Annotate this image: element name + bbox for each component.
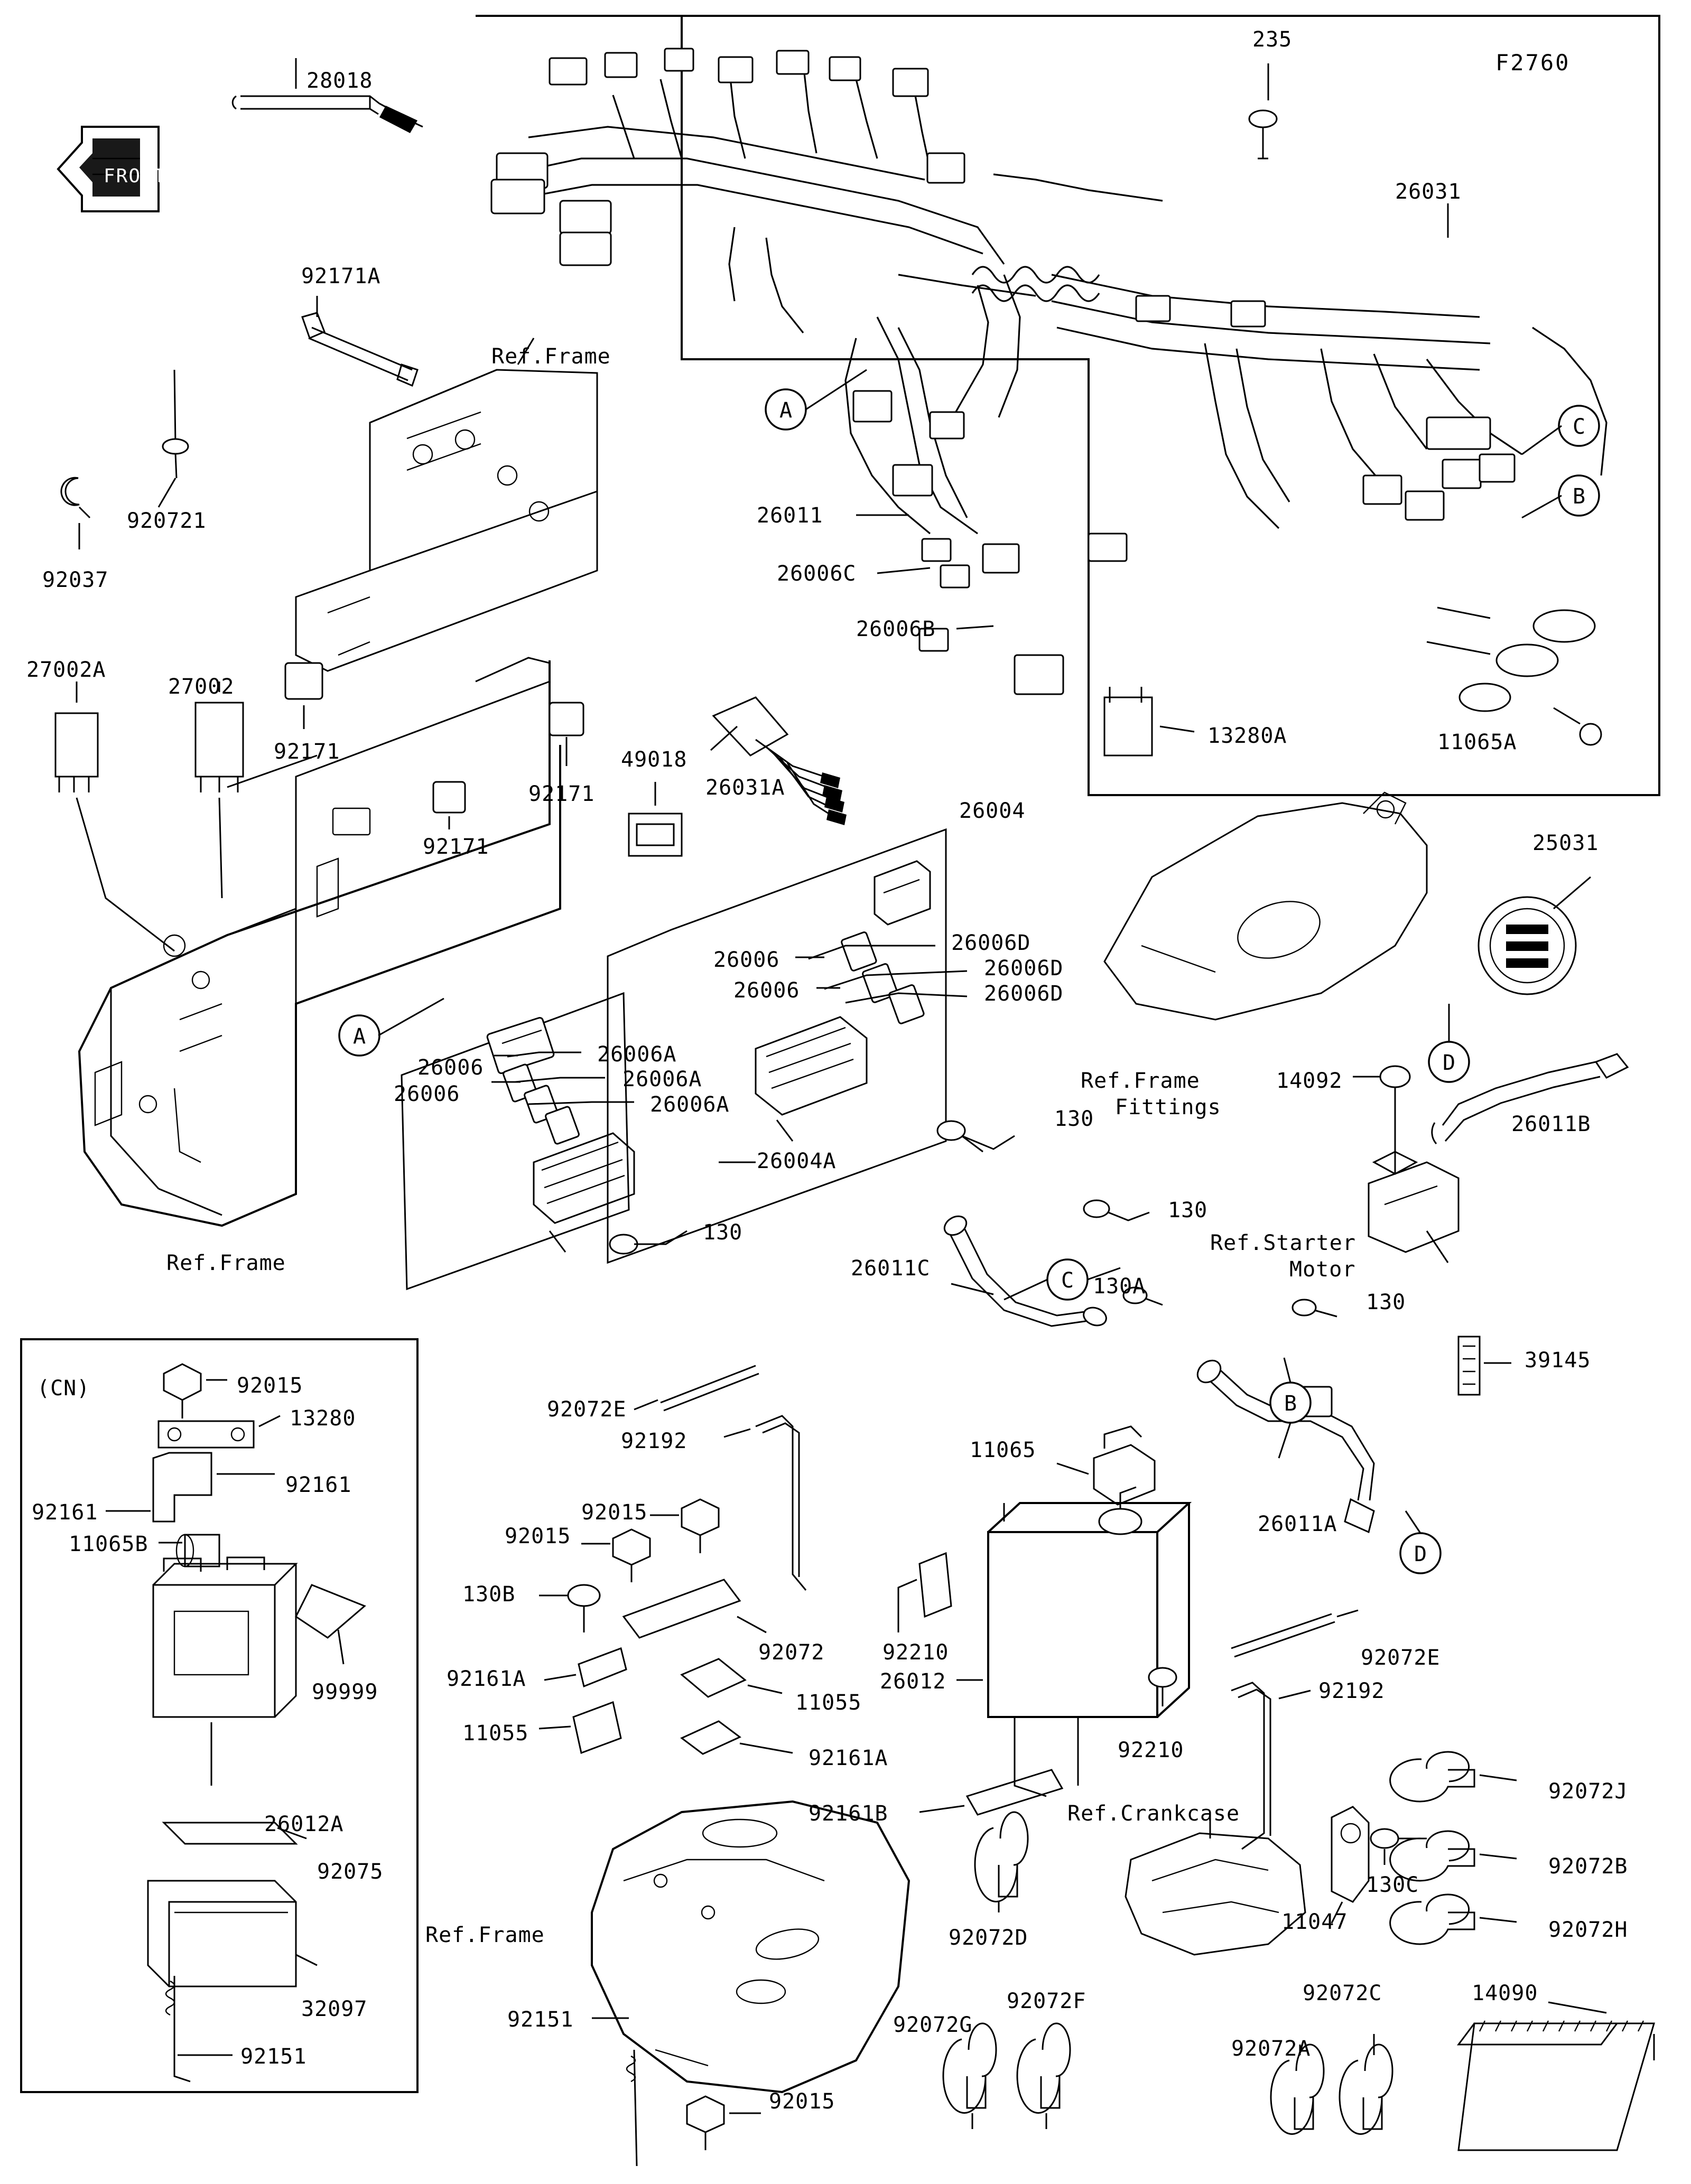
part-92151-bottom [592,2018,637,2166]
label-92072C: 92072C [1303,1981,1382,2005]
label-28018: 28018 [306,69,373,93]
label-92192-b: 92192 [1318,1679,1385,1703]
label-11065B: 11065B [69,1532,148,1556]
label-26006B: 26006B [856,617,936,641]
leader-26006B [956,626,993,629]
inset-label-cn: (CN) [37,1376,90,1401]
label-32097: 32097 [301,1997,368,2021]
ref-crankcase-part [1126,1812,1305,1955]
label-26011C: 26011C [851,1256,931,1281]
label-92072G: 92072G [893,2013,973,2037]
ref-frame-tray [592,1802,909,2092]
label-39145: 39145 [1525,1348,1591,1373]
part-25031 [1479,877,1591,994]
ref-starter-motor-line1: Ref.Starter [1210,1231,1356,1255]
label-13280A: 13280A [1207,724,1287,748]
label-26011B: 26011B [1511,1112,1591,1136]
label-92151-a: 92151 [240,2045,307,2069]
cn-inset-box [21,1339,417,2092]
cable-ties-bottom [943,1812,1392,2134]
part-13280-inset [159,1416,280,1448]
label-26031A: 26031A [705,776,785,800]
part-92192-right [1231,1683,1311,1849]
part-92072E-right [1231,1610,1358,1657]
label-130B: 130B [462,1582,516,1607]
label-92161B: 92161B [809,1802,888,1826]
leader-11065A [1554,708,1580,724]
label-26006D-2: 26006D [984,956,1064,981]
label-92210-b: 92210 [1118,1738,1184,1762]
cable-ties-right [1390,1752,1517,1944]
ref-frame-fittings-line2: Fittings [1115,1095,1221,1119]
label-26012A: 26012A [264,1812,344,1836]
label-26006D-1: 26006D [951,931,1031,955]
label-92072E-a: 92072E [547,1397,627,1422]
svg-text:A: A [352,1024,366,1049]
part-92015-bottom [687,2096,761,2150]
label-27002A: 27002A [26,658,106,682]
ref-crankcase: Ref.Crankcase [1067,1802,1240,1826]
label-26011A: 26011A [1258,1512,1337,1536]
label-92072E-b: 92072E [1361,1646,1441,1670]
svg-text:D: D [1442,1051,1456,1075]
label-26006-3: 26006 [417,1056,484,1080]
label-26012: 26012 [880,1669,946,1694]
label-92161A-2: 92161A [809,1746,888,1770]
label-92161-b: 92161 [32,1500,98,1525]
label-11055-b: 11055 [462,1721,529,1746]
label-26006A-1: 26006A [597,1042,677,1067]
part-11065-cover [1057,1426,1155,1505]
leader-26006C [877,568,930,573]
label-92015-c: 92015 [505,1524,571,1548]
part-92161B-strap [919,1770,1062,1815]
part-92072E-left [634,1366,759,1411]
label-92072H: 92072H [1548,1918,1628,1942]
label-92171A: 92171A [301,264,381,288]
label-92161A-1: 92161A [447,1667,526,1691]
part-92171A [302,296,417,386]
part-26031A [711,697,847,825]
label-26006C: 26006C [777,562,857,586]
label-11047: 11047 [1281,1910,1348,1934]
part-26012A-inset [153,1557,296,1786]
label-25031: 25031 [1532,831,1599,855]
ref-frame-fittings-cover [1104,792,1427,1020]
fusebox-26004A-group [402,993,756,1342]
label-235: 235 [1252,27,1293,52]
label-130A: 130A [1093,1274,1146,1299]
label-13280: 13280 [290,1406,356,1431]
label-26006A-3: 26006A [650,1093,730,1117]
part-92161-inset [106,1453,275,1522]
label-92072B: 92072B [1548,1854,1628,1879]
part-92192-left [724,1416,806,1590]
part-39145 [1458,1337,1511,1395]
svg-text:D: D [1414,1542,1427,1566]
svg-text:A: A [779,398,793,423]
label-92171-c: 92171 [423,835,489,859]
label-92171-b: 92171 [528,782,595,806]
ref-frame-bottom: Ref.Frame [425,1923,545,1947]
label-92210-a: 92210 [882,1640,949,1665]
part-27002 [196,682,243,898]
part-235 [1249,63,1277,158]
part-11047-bracket [1332,1807,1369,1923]
label-130-c: 130 [1168,1198,1208,1222]
label-92192-a: 92192 [621,1429,687,1453]
harness-connectors [491,49,1515,694]
part-27002A [55,682,174,951]
part-92151-inset [166,1976,233,2082]
label-92075: 92075 [317,1860,384,1884]
part-11065B-inset [159,1535,219,1566]
label-14090: 14090 [1472,1981,1538,2005]
label-99999: 99999 [312,1680,378,1704]
label-130-a: 130 [1054,1107,1094,1131]
label-92015-b: 92015 [581,1500,648,1525]
part-99999-inset [296,1585,365,1664]
label-26011: 26011 [757,503,823,528]
part-13280A [1104,687,1194,755]
label-92072: 92072 [758,1640,825,1665]
svg-text:C: C [1061,1268,1074,1293]
part-92037 [61,478,90,549]
label-14092: 14092 [1276,1069,1343,1093]
label-92072J: 92072J [1548,1779,1628,1804]
label-92015-d: 92015 [769,2089,835,2114]
label-26006-1: 26006 [713,948,780,972]
part-32097-inset [148,1881,317,1986]
part-14092 [1353,1066,1410,1173]
front-arrow-marker [58,127,166,211]
label-26006D-3: 26006D [984,982,1064,1006]
label-92161-a: 92161 [285,1473,352,1497]
label-26031: 26031 [1395,180,1462,204]
part-130C-bolt [1371,1829,1427,1865]
ref-frame-left: Ref.Frame [166,1251,286,1275]
part-920721 [159,370,188,507]
label-92171-a: 92171 [274,740,340,764]
label-26006-4: 26006 [394,1082,460,1106]
part-49018 [629,782,682,856]
label-92037: 92037 [42,568,109,592]
svg-text:B: B [1572,484,1586,509]
label-11055-a: 11055 [795,1691,862,1715]
svg-text:FRONT: FRONT [104,165,166,187]
label-92072D: 92072D [949,1926,1028,1950]
label-92072F: 92072F [1007,1989,1086,2013]
part-92072-strap [624,1580,766,1638]
label-92072A: 92072A [1231,2037,1311,2061]
ref-starter-motor-line2: Motor [1289,1257,1356,1282]
svg-text:B: B [1284,1392,1297,1416]
svg-text:C: C [1572,415,1586,439]
ref-frame-top: Ref.Frame [491,344,611,369]
label-11065A: 11065A [1437,730,1517,754]
part-14090-cover [1458,2002,1654,2150]
label-49018: 49018 [621,748,687,772]
ref-starter-motor-part [1369,1152,1458,1263]
label-920721: 920721 [127,509,207,533]
part-92161A-brackets [544,1648,793,1754]
part-92210-upper [898,1553,951,1632]
ref-frame-fittings-line1: Ref.Frame [1081,1069,1200,1093]
harness-assembly-box [476,16,1659,795]
part-92015-inset [164,1364,227,1418]
label-92151-b: 92151 [507,2008,574,2032]
ref-frame-upper-panel [296,338,597,671]
label-26006-2: 26006 [733,978,800,1003]
label-26006A-2: 26006A [622,1067,702,1091]
part-130B [539,1585,600,1632]
sheet-code: F2760 [1495,50,1571,76]
label-130-b: 130 [703,1220,743,1245]
label-92015-a: 92015 [237,1374,303,1398]
harness-bullets [1427,608,1601,745]
label-26004: 26004 [959,799,1026,823]
main-harness-artwork [507,63,1606,534]
label-26004A: 26004A [757,1149,837,1173]
part-11055-brackets [539,1659,782,1753]
label-130-d: 130 [1366,1290,1406,1314]
label-130C: 130C [1366,1873,1419,1897]
label-27002: 27002 [168,675,235,699]
label-11065: 11065 [970,1438,1036,1462]
